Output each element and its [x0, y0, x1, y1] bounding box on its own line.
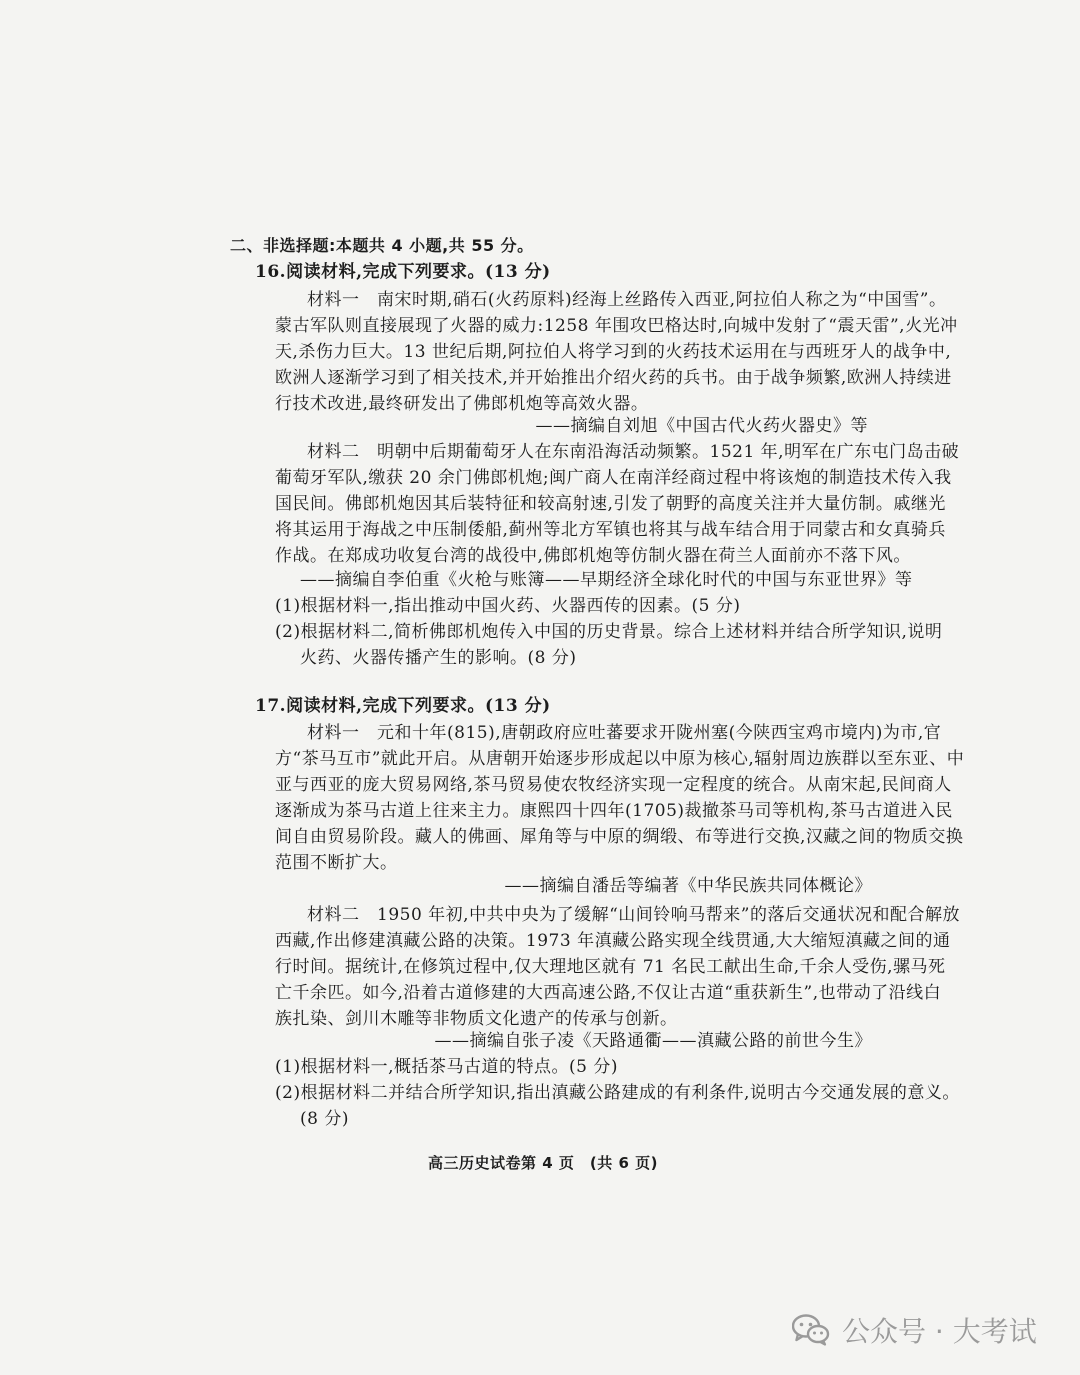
q16-m2-line: 葡萄牙军队,缴获 20 余门佛郎机炮;闽广商人在南洋经商过程中将该炮的制造技术传入我 [275, 468, 952, 488]
q16-title: 16.阅读材料,完成下列要求。(13 分) [255, 262, 551, 282]
watermark [792, 1308, 1037, 1352]
q17-m2-source: ——摘编自张子凌《天路通衢——滇藏公路的前世今生》 [434, 1031, 872, 1051]
q17-m1-line: 材料一 元和十年(815),唐朝政府应吐蕃要求开陇州塞(今陕西宝鸡市境内)为市,官 [307, 723, 942, 743]
section-heading: 二、非选择题:本题共 4 小题,共 55 分。 [230, 236, 534, 255]
q16-m2-line: 将其运用于海战之中压制倭船,蓟州等北方军镇也将其与战车结合用于同蒙古和女真骑兵 [275, 520, 946, 540]
watermark-text: 公众号 · 大考试 [842, 1315, 1037, 1348]
q16-m2-source: ——摘编自李伯重《火枪与账簿——早期经济全球化时代的中国与东亚世界》等 [300, 570, 913, 590]
q16-sub-question-2: (2)根据材料二,简析佛郎机炮传入中国的历史背景。综合上述材料并结合所学知识,说明 [275, 622, 943, 642]
q17-m1-line: 亚与西亚的庞大贸易网络,茶马贸易使农牧经济实现一定程度的统合。从南宋起,民间商人 [275, 775, 952, 795]
q16-m1-line: 材料一 南宋时期,硝石(火药原料)经海上丝路传入西亚,阿拉伯人称之为“中国雪”。 [307, 290, 947, 310]
q17-m1-line: 方“茶马互市”就此开启。从唐朝开始逐步形成起以中原为核心,辐射周边族群以至东亚、中 [275, 749, 965, 769]
q17-title: 17.阅读材料,完成下列要求。(13 分) [255, 696, 551, 716]
q17-sub-question-1: (1)根据材料一,概括茶马古道的特点。(5 分) [275, 1057, 618, 1077]
q17-m2-line: 西藏,作出修建滇藏公路的决策。1973 年滇藏公路实现全线贯通,大大缩短滇藏之间的通 [275, 931, 951, 951]
q16-m1-line: 蒙古军队则直接展现了火器的威力:1258 年围攻巴格达时,向城中发射了“震天雷”,火光冲 [275, 316, 958, 336]
wechat-icon [792, 1314, 830, 1346]
page-footer: 高三历史试卷第 4 页 (共 6 页) [428, 1154, 658, 1172]
q16-sub-question-1: (1)根据材料一,指出推动中国火药、火器西传的因素。(5 分) [275, 596, 741, 616]
q17-m1-line: 逐渐成为茶马古道上往来主力。康熙四十四年(1705)裁撤茶马司等机构,茶马古道进入民 [275, 801, 953, 821]
q16-m1-line: 行技术改进,最终研发出了佛郎机炮等高效火器。 [275, 394, 649, 414]
q17-m2-line: 行时间。据统计,在修筑过程中,仅大理地区就有 71 名民工献出生命,千余人受伤,骡马死 [275, 957, 946, 977]
q17-m2-line: 族扎染、剑川木雕等非物质文化遗产的传承与创新。 [275, 1009, 678, 1029]
q16-m1-line: 欧洲人逐渐学习到了相关技术,并开始推出介绍火药的兵书。由于战争频繁,欧洲人持续进 [275, 368, 952, 388]
q17-m1-source: ——摘编自潘岳等编著《中华民族共同体概论》 [504, 876, 872, 896]
q16-m2-line: 材料二 明朝中后期葡萄牙人在东南沿海活动频繁。1521 年,明军在广东屯门岛击破 [307, 442, 960, 462]
q16-m1-line: 天,杀伤力巨大。13 世纪后期,阿拉伯人将学习到的火药技术运用在与西班牙人的战争中, [275, 342, 952, 362]
q16-m2-line: 国民间。佛郎机炮因其后装特征和较高射速,引发了朝野的高度关注并大量仿制。戚继光 [275, 494, 946, 514]
q17-sub-question-2: (2)根据材料二并结合所学知识,指出滇藏公路建成的有利条件,说明古今交通发展的意义。 [275, 1083, 960, 1103]
q16-m2-line: 作战。在郑成功收复台湾的战役中,佛郎机炮等仿制火器在荷兰人面前亦不落下风。 [275, 546, 911, 566]
q16-sub-question-2-cont: 火药、火器传播产生的影响。(8 分) [300, 648, 577, 668]
q17-m2-line: 材料二 1950 年初,中共中央为了缓解“山间铃响马帮来”的落后交通状况和配合解放 [307, 905, 960, 925]
q17-m1-line: 范围不断扩大。 [275, 853, 398, 873]
q16-m1-source: ——摘编自刘旭《中国古代火药火器史》等 [535, 416, 868, 436]
q17-m1-line: 间自由贸易阶段。藏人的佛画、犀角等与中原的绸缎、布等进行交换,汉藏之间的物质交换 [275, 827, 964, 847]
q17-sub-question-2-cont: (8 分) [300, 1109, 349, 1129]
q17-m2-line: 亡千余匹。如今,沿着古道修建的大西高速公路,不仅让古道“重获新生”,也带动了沿线白 [275, 983, 942, 1003]
